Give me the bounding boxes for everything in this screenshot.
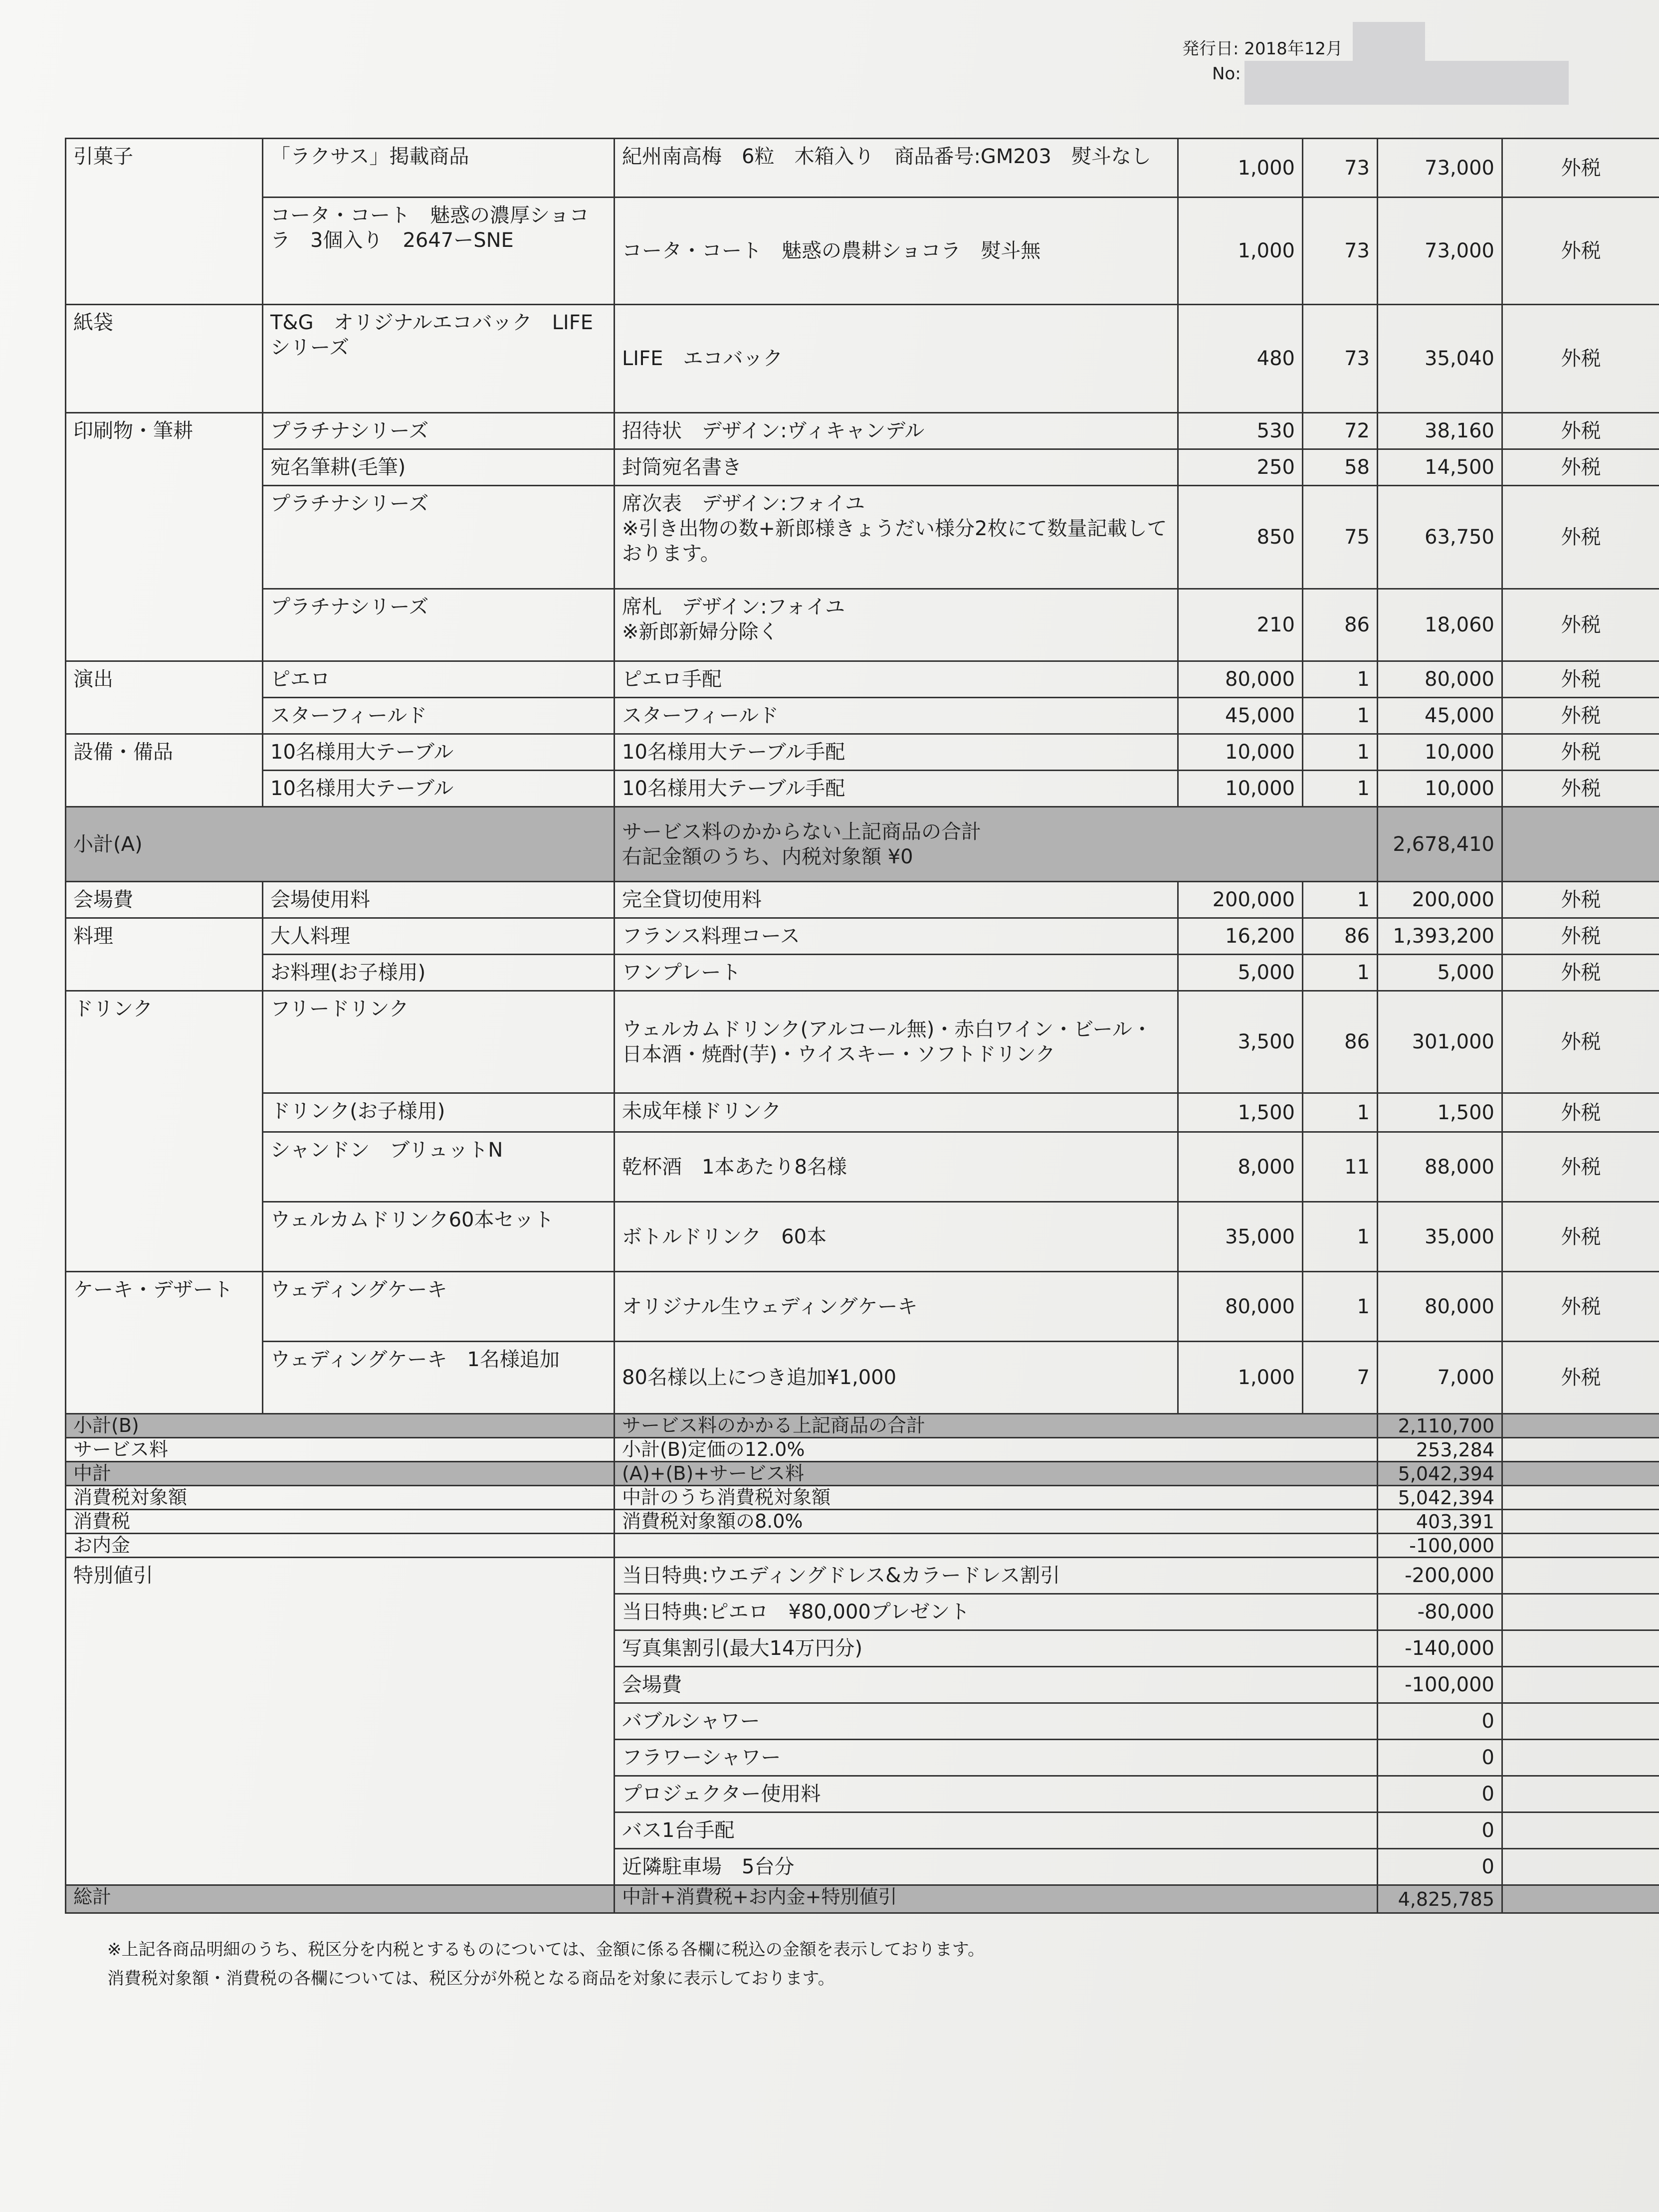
- unit-price-cell: 8,000: [1178, 1132, 1303, 1202]
- subtotal-a-row: [66, 807, 1659, 882]
- tax-type-cell: 外税: [1502, 1093, 1659, 1132]
- empty-cell: [1502, 1776, 1659, 1812]
- table-row: [66, 918, 1659, 955]
- summary-label: 消費税: [66, 1510, 615, 1534]
- item-desc-cell: コータ・コート 魅惑の農耕ショコラ 熨斗無: [615, 198, 1178, 305]
- grand-total-amount: 4,825,785: [1378, 1885, 1502, 1913]
- discount-amount: 0: [1378, 1703, 1502, 1740]
- unit-price-cell: 530: [1178, 413, 1303, 449]
- table-row: [66, 734, 1659, 771]
- item-name-cell: プラチナシリーズ: [263, 486, 615, 589]
- tax-type-cell: 外税: [1502, 486, 1659, 589]
- quantity-cell: 86: [1303, 991, 1378, 1093]
- amount-cell: 1,393,200: [1378, 918, 1502, 955]
- tax-type-cell: 外税: [1502, 589, 1659, 661]
- subtotal-a-amount: 2,678,410: [1378, 807, 1502, 882]
- item-name-cell: ドリンク(お子様用): [263, 1093, 615, 1132]
- category-cell: 会場費: [66, 882, 263, 918]
- issue-date: 発行日: 2018年12月: [1182, 39, 1343, 59]
- discount-label: 特別値引: [66, 1558, 615, 1885]
- amount-cell: 80,000: [1378, 1272, 1502, 1342]
- discount-desc: フラワーシャワー: [615, 1740, 1378, 1776]
- unit-price-cell: 10,000: [1178, 734, 1303, 771]
- empty-cell: [1502, 1667, 1659, 1703]
- unit-price-cell: 210: [1178, 589, 1303, 661]
- discount-desc: 写真集割引(最大14万円分): [615, 1630, 1378, 1667]
- discount-desc: 近隣駐車場 5台分: [615, 1849, 1378, 1885]
- quantity-cell: 11: [1303, 1132, 1378, 1202]
- tax-type-cell: 外税: [1502, 918, 1659, 955]
- unit-price-cell: 16,200: [1178, 918, 1303, 955]
- item-desc-cell: 80名様以上につき追加¥1,000: [615, 1342, 1178, 1414]
- table-row: [66, 139, 1659, 198]
- item-desc-cell: フランス料理コース: [615, 918, 1178, 955]
- item-desc-cell: 乾杯酒 1本あたり8名様: [615, 1132, 1178, 1202]
- unit-price-cell: 850: [1178, 486, 1303, 589]
- quantity-cell: 1: [1303, 882, 1378, 918]
- item-name-cell: 「ラクサス」掲載商品: [263, 139, 615, 198]
- redaction-box: [1353, 22, 1425, 61]
- amount-cell: 73,000: [1378, 139, 1502, 198]
- summary-desc: (A)+(B)+サービス料: [615, 1462, 1378, 1486]
- discount-amount: -140,000: [1378, 1630, 1502, 1667]
- summary-amount: 403,391: [1378, 1510, 1502, 1534]
- amount-cell: 80,000: [1378, 661, 1502, 698]
- discount-row: [66, 1558, 1659, 1594]
- discount-amount: 0: [1378, 1740, 1502, 1776]
- empty-cell: [1502, 1558, 1659, 1594]
- table-row: [66, 589, 1659, 661]
- item-name-cell: フリードリンク: [263, 991, 615, 1093]
- empty-cell: [1502, 1510, 1659, 1534]
- unit-price-cell: 250: [1178, 449, 1303, 486]
- item-desc-cell: ウェルカムドリンク(アルコール無)・赤白ワイン・ビール・日本酒・焼酎(芋)・ウイスキー・ソフトドリンク: [615, 991, 1178, 1093]
- summary-label: 小計(B): [66, 1414, 615, 1438]
- tax-type-cell: 外税: [1502, 991, 1659, 1093]
- category-cell: ケーキ・デザート: [66, 1272, 263, 1414]
- table-row: [66, 1202, 1659, 1272]
- tax-type-cell: 外税: [1502, 198, 1659, 305]
- tax-type-cell: 外税: [1502, 1342, 1659, 1414]
- quantity-cell: 1: [1303, 955, 1378, 991]
- summary-amount: -100,000: [1378, 1534, 1502, 1558]
- quantity-cell: 73: [1303, 139, 1378, 198]
- quantity-cell: 1: [1303, 1272, 1378, 1342]
- unit-price-cell: 200,000: [1178, 882, 1303, 918]
- amount-cell: 1,500: [1378, 1093, 1502, 1132]
- summary-amount: 253,284: [1378, 1438, 1502, 1462]
- summary-desc: 中計のうち消費税対象額: [615, 1486, 1378, 1510]
- empty-cell: [1502, 1703, 1659, 1740]
- table-row: [66, 991, 1659, 1093]
- discount-amount: 0: [1378, 1812, 1502, 1849]
- grand-total-label: 総計: [66, 1885, 615, 1913]
- discount-amount: -100,000: [1378, 1667, 1502, 1703]
- table-row: [66, 486, 1659, 589]
- tax-type-cell: 外税: [1502, 882, 1659, 918]
- item-name-cell: スターフィールド: [263, 698, 615, 734]
- discount-amount: 0: [1378, 1776, 1502, 1812]
- amount-cell: 73,000: [1378, 198, 1502, 305]
- tax-type-cell: 外税: [1502, 305, 1659, 413]
- item-name-cell: プラチナシリーズ: [263, 413, 615, 449]
- item-name-cell: プラチナシリーズ: [263, 589, 615, 661]
- table-row: [66, 1272, 1659, 1342]
- amount-cell: 10,000: [1378, 771, 1502, 807]
- amount-cell: 35,040: [1378, 305, 1502, 413]
- discount-desc: 当日特典:ウエディングドレス&カラードレス割引: [615, 1558, 1378, 1594]
- item-name-cell: シャンドン ブリュットN: [263, 1132, 615, 1202]
- summary-row-consumption-tax: [66, 1510, 1659, 1534]
- quantity-cell: 73: [1303, 198, 1378, 305]
- amount-cell: 88,000: [1378, 1132, 1502, 1202]
- empty-cell: [1502, 807, 1659, 882]
- subtotal-a-label: 小計(A): [66, 807, 615, 882]
- item-desc-cell: 10名様用大テーブル手配: [615, 734, 1178, 771]
- amount-cell: 63,750: [1378, 486, 1502, 589]
- footnote-line: 消費税対象額・消費税の各欄については、税区分が外税となる商品を対象に表示しております。: [107, 1969, 835, 1989]
- quantity-cell: 1: [1303, 661, 1378, 698]
- summary-label: 消費税対象額: [66, 1486, 615, 1510]
- empty-cell: [1502, 1414, 1659, 1438]
- item-name-cell: ピエロ: [263, 661, 615, 698]
- tax-type-cell: 外税: [1502, 734, 1659, 771]
- item-name-cell: コータ・コート 魅惑の濃厚ショコラ 3個入り 2647ーSNE: [263, 198, 615, 305]
- item-desc-cell: ボトルドリンク 60本: [615, 1202, 1178, 1272]
- item-name-cell: 10名様用大テーブル: [263, 734, 615, 771]
- tax-type-cell: 外税: [1502, 1132, 1659, 1202]
- empty-cell: [1502, 1486, 1659, 1510]
- quantity-cell: 7: [1303, 1342, 1378, 1414]
- grand-total-desc: 中計+消費税+お内金+特別値引: [615, 1885, 1378, 1913]
- item-desc-cell: オリジナル生ウェディングケーキ: [615, 1272, 1178, 1342]
- item-desc-cell: LIFE エコバック: [615, 305, 1178, 413]
- quantity-cell: 86: [1303, 589, 1378, 661]
- table-row: [66, 882, 1659, 918]
- document-number-label: No:: [1212, 64, 1241, 84]
- category-cell: 料理: [66, 918, 263, 991]
- unit-price-cell: 5,000: [1178, 955, 1303, 991]
- summary-label: サービス料: [66, 1438, 615, 1462]
- item-desc-cell: 未成年様ドリンク: [615, 1093, 1178, 1132]
- summary-desc: [615, 1534, 1378, 1558]
- empty-cell: [1502, 1438, 1659, 1462]
- item-desc-cell: 招待状 デザイン:ヴィキャンデル: [615, 413, 1178, 449]
- item-desc-cell: 紀州南高梅 6粒 木箱入り 商品番号:GM203 熨斗なし: [615, 139, 1178, 198]
- unit-price-cell: 1,000: [1178, 1342, 1303, 1414]
- summary-desc: 小計(B)定価の12.0%: [615, 1438, 1378, 1462]
- item-desc-cell: 完全貸切使用料: [615, 882, 1178, 918]
- table-row: [66, 198, 1659, 305]
- unit-price-cell: 80,000: [1178, 661, 1303, 698]
- summary-desc: サービス料のかかる上記商品の合計: [615, 1414, 1378, 1438]
- item-desc-cell: 席次表 デザイン:フォイユ ※引き出物の数+新郎様きょうだい様分2枚にて数量記載しております。: [615, 486, 1178, 589]
- summary-desc: 消費税対象額の8.0%: [615, 1510, 1378, 1534]
- table-row: [66, 413, 1659, 449]
- amount-cell: 200,000: [1378, 882, 1502, 918]
- invoice-table: [65, 138, 1659, 1914]
- empty-cell: [1502, 1462, 1659, 1486]
- discount-amount: 0: [1378, 1849, 1502, 1885]
- discount-amount: -200,000: [1378, 1558, 1502, 1594]
- summary-amount: 5,042,394: [1378, 1486, 1502, 1510]
- tax-type-cell: 外税: [1502, 1272, 1659, 1342]
- item-desc-cell: スターフィールド: [615, 698, 1178, 734]
- tax-type-cell: 外税: [1502, 1202, 1659, 1272]
- unit-price-cell: 1,000: [1178, 139, 1303, 198]
- quantity-cell: 1: [1303, 1202, 1378, 1272]
- amount-cell: 18,060: [1378, 589, 1502, 661]
- summary-row-deposit: [66, 1534, 1659, 1558]
- empty-cell: [1502, 1885, 1659, 1913]
- summary-amount: 5,042,394: [1378, 1462, 1502, 1486]
- summary-label: お内金: [66, 1534, 615, 1558]
- table-row: [66, 1132, 1659, 1202]
- empty-cell: [1502, 1630, 1659, 1667]
- category-cell: 引菓子: [66, 139, 263, 305]
- amount-cell: 35,000: [1378, 1202, 1502, 1272]
- discount-desc: バブルシャワー: [615, 1703, 1378, 1740]
- table-row: [66, 698, 1659, 734]
- tax-type-cell: 外税: [1502, 661, 1659, 698]
- empty-cell: [1502, 1849, 1659, 1885]
- category-cell: 印刷物・筆耕: [66, 413, 263, 661]
- subtotal-a-desc: サービス料のかからない上記商品の合計 右記金額のうち、内税対象額 ¥0: [615, 807, 1378, 882]
- footnote-line: ※上記各商品明細のうち、税区分を内税とするものについては、金額に係る各欄に税込の金額を表示しております。: [107, 1940, 985, 1960]
- tax-type-cell: 外税: [1502, 139, 1659, 198]
- item-name-cell: お料理(お子様用): [263, 955, 615, 991]
- amount-cell: 38,160: [1378, 413, 1502, 449]
- item-name-cell: 会場使用料: [263, 882, 615, 918]
- item-name-cell: ウェディングケーキ: [263, 1272, 615, 1342]
- summary-row-service-fee: [66, 1438, 1659, 1462]
- discount-desc: バス1台手配: [615, 1812, 1378, 1849]
- empty-cell: [1502, 1594, 1659, 1630]
- tax-type-cell: 外税: [1502, 955, 1659, 991]
- quantity-cell: 1: [1303, 771, 1378, 807]
- grand-total-row: [66, 1885, 1659, 1913]
- unit-price-cell: 1,500: [1178, 1093, 1303, 1132]
- footnotes: [107, 1935, 985, 1993]
- item-desc-cell: 10名様用大テーブル手配: [615, 771, 1178, 807]
- summary-amount: 2,110,700: [1378, 1414, 1502, 1438]
- empty-cell: [1502, 1740, 1659, 1776]
- empty-cell: [1502, 1534, 1659, 1558]
- item-desc-cell: ピエロ手配: [615, 661, 1178, 698]
- unit-price-cell: 3,500: [1178, 991, 1303, 1093]
- amount-cell: 10,000: [1378, 734, 1502, 771]
- quantity-cell: 72: [1303, 413, 1378, 449]
- item-desc-cell: 封筒宛名書き: [615, 449, 1178, 486]
- quantity-cell: 58: [1303, 449, 1378, 486]
- item-name-cell: ウェルカムドリンク60本セット: [263, 1202, 615, 1272]
- category-cell: 設備・備品: [66, 734, 263, 807]
- item-desc-cell: 席札 デザイン:フォイユ ※新郎新婦分除く: [615, 589, 1178, 661]
- amount-cell: 301,000: [1378, 991, 1502, 1093]
- discount-desc: プロジェクター使用料: [615, 1776, 1378, 1812]
- unit-price-cell: 45,000: [1178, 698, 1303, 734]
- table-row: [66, 449, 1659, 486]
- amount-cell: 45,000: [1378, 698, 1502, 734]
- discount-desc: 当日特典:ピエロ ¥80,000プレゼント: [615, 1594, 1378, 1630]
- summary-row-subtotal-b: [66, 1414, 1659, 1438]
- discount-amount: -80,000: [1378, 1594, 1502, 1630]
- quantity-cell: 1: [1303, 734, 1378, 771]
- quantity-cell: 75: [1303, 486, 1378, 589]
- item-desc-cell: ワンプレート: [615, 955, 1178, 991]
- tax-type-cell: 外税: [1502, 413, 1659, 449]
- quantity-cell: 86: [1303, 918, 1378, 955]
- item-name-cell: T&G オリジナルエコバック LIFEシリーズ: [263, 305, 615, 413]
- tax-type-cell: 外税: [1502, 698, 1659, 734]
- unit-price-cell: 80,000: [1178, 1272, 1303, 1342]
- amount-cell: 7,000: [1378, 1342, 1502, 1414]
- table-row: [66, 661, 1659, 698]
- summary-label: 中計: [66, 1462, 615, 1486]
- table-row: [66, 305, 1659, 413]
- item-name-cell: 大人料理: [263, 918, 615, 955]
- tax-type-cell: 外税: [1502, 449, 1659, 486]
- item-name-cell: ウェディングケーキ 1名様追加: [263, 1342, 615, 1414]
- amount-cell: 5,000: [1378, 955, 1502, 991]
- item-name-cell: 宛名筆耕(毛筆): [263, 449, 615, 486]
- empty-cell: [1502, 1812, 1659, 1849]
- quantity-cell: 73: [1303, 305, 1378, 413]
- table-row: [66, 771, 1659, 807]
- quantity-cell: 1: [1303, 1093, 1378, 1132]
- unit-price-cell: 480: [1178, 305, 1303, 413]
- discount-desc: 会場費: [615, 1667, 1378, 1703]
- category-cell: 演出: [66, 661, 263, 734]
- category-cell: 紙袋: [66, 305, 263, 413]
- quantity-cell: 1: [1303, 698, 1378, 734]
- table-row: [66, 1342, 1659, 1414]
- tax-type-cell: 外税: [1502, 771, 1659, 807]
- unit-price-cell: 35,000: [1178, 1202, 1303, 1272]
- redaction-box: [1244, 61, 1569, 105]
- unit-price-cell: 10,000: [1178, 771, 1303, 807]
- table-row: [66, 1093, 1659, 1132]
- summary-row-taxable-amount: [66, 1486, 1659, 1510]
- amount-cell: 14,500: [1378, 449, 1502, 486]
- item-name-cell: 10名様用大テーブル: [263, 771, 615, 807]
- summary-row-midtotal: [66, 1462, 1659, 1486]
- category-cell: ドリンク: [66, 991, 263, 1272]
- table-row: [66, 955, 1659, 991]
- unit-price-cell: 1,000: [1178, 198, 1303, 305]
